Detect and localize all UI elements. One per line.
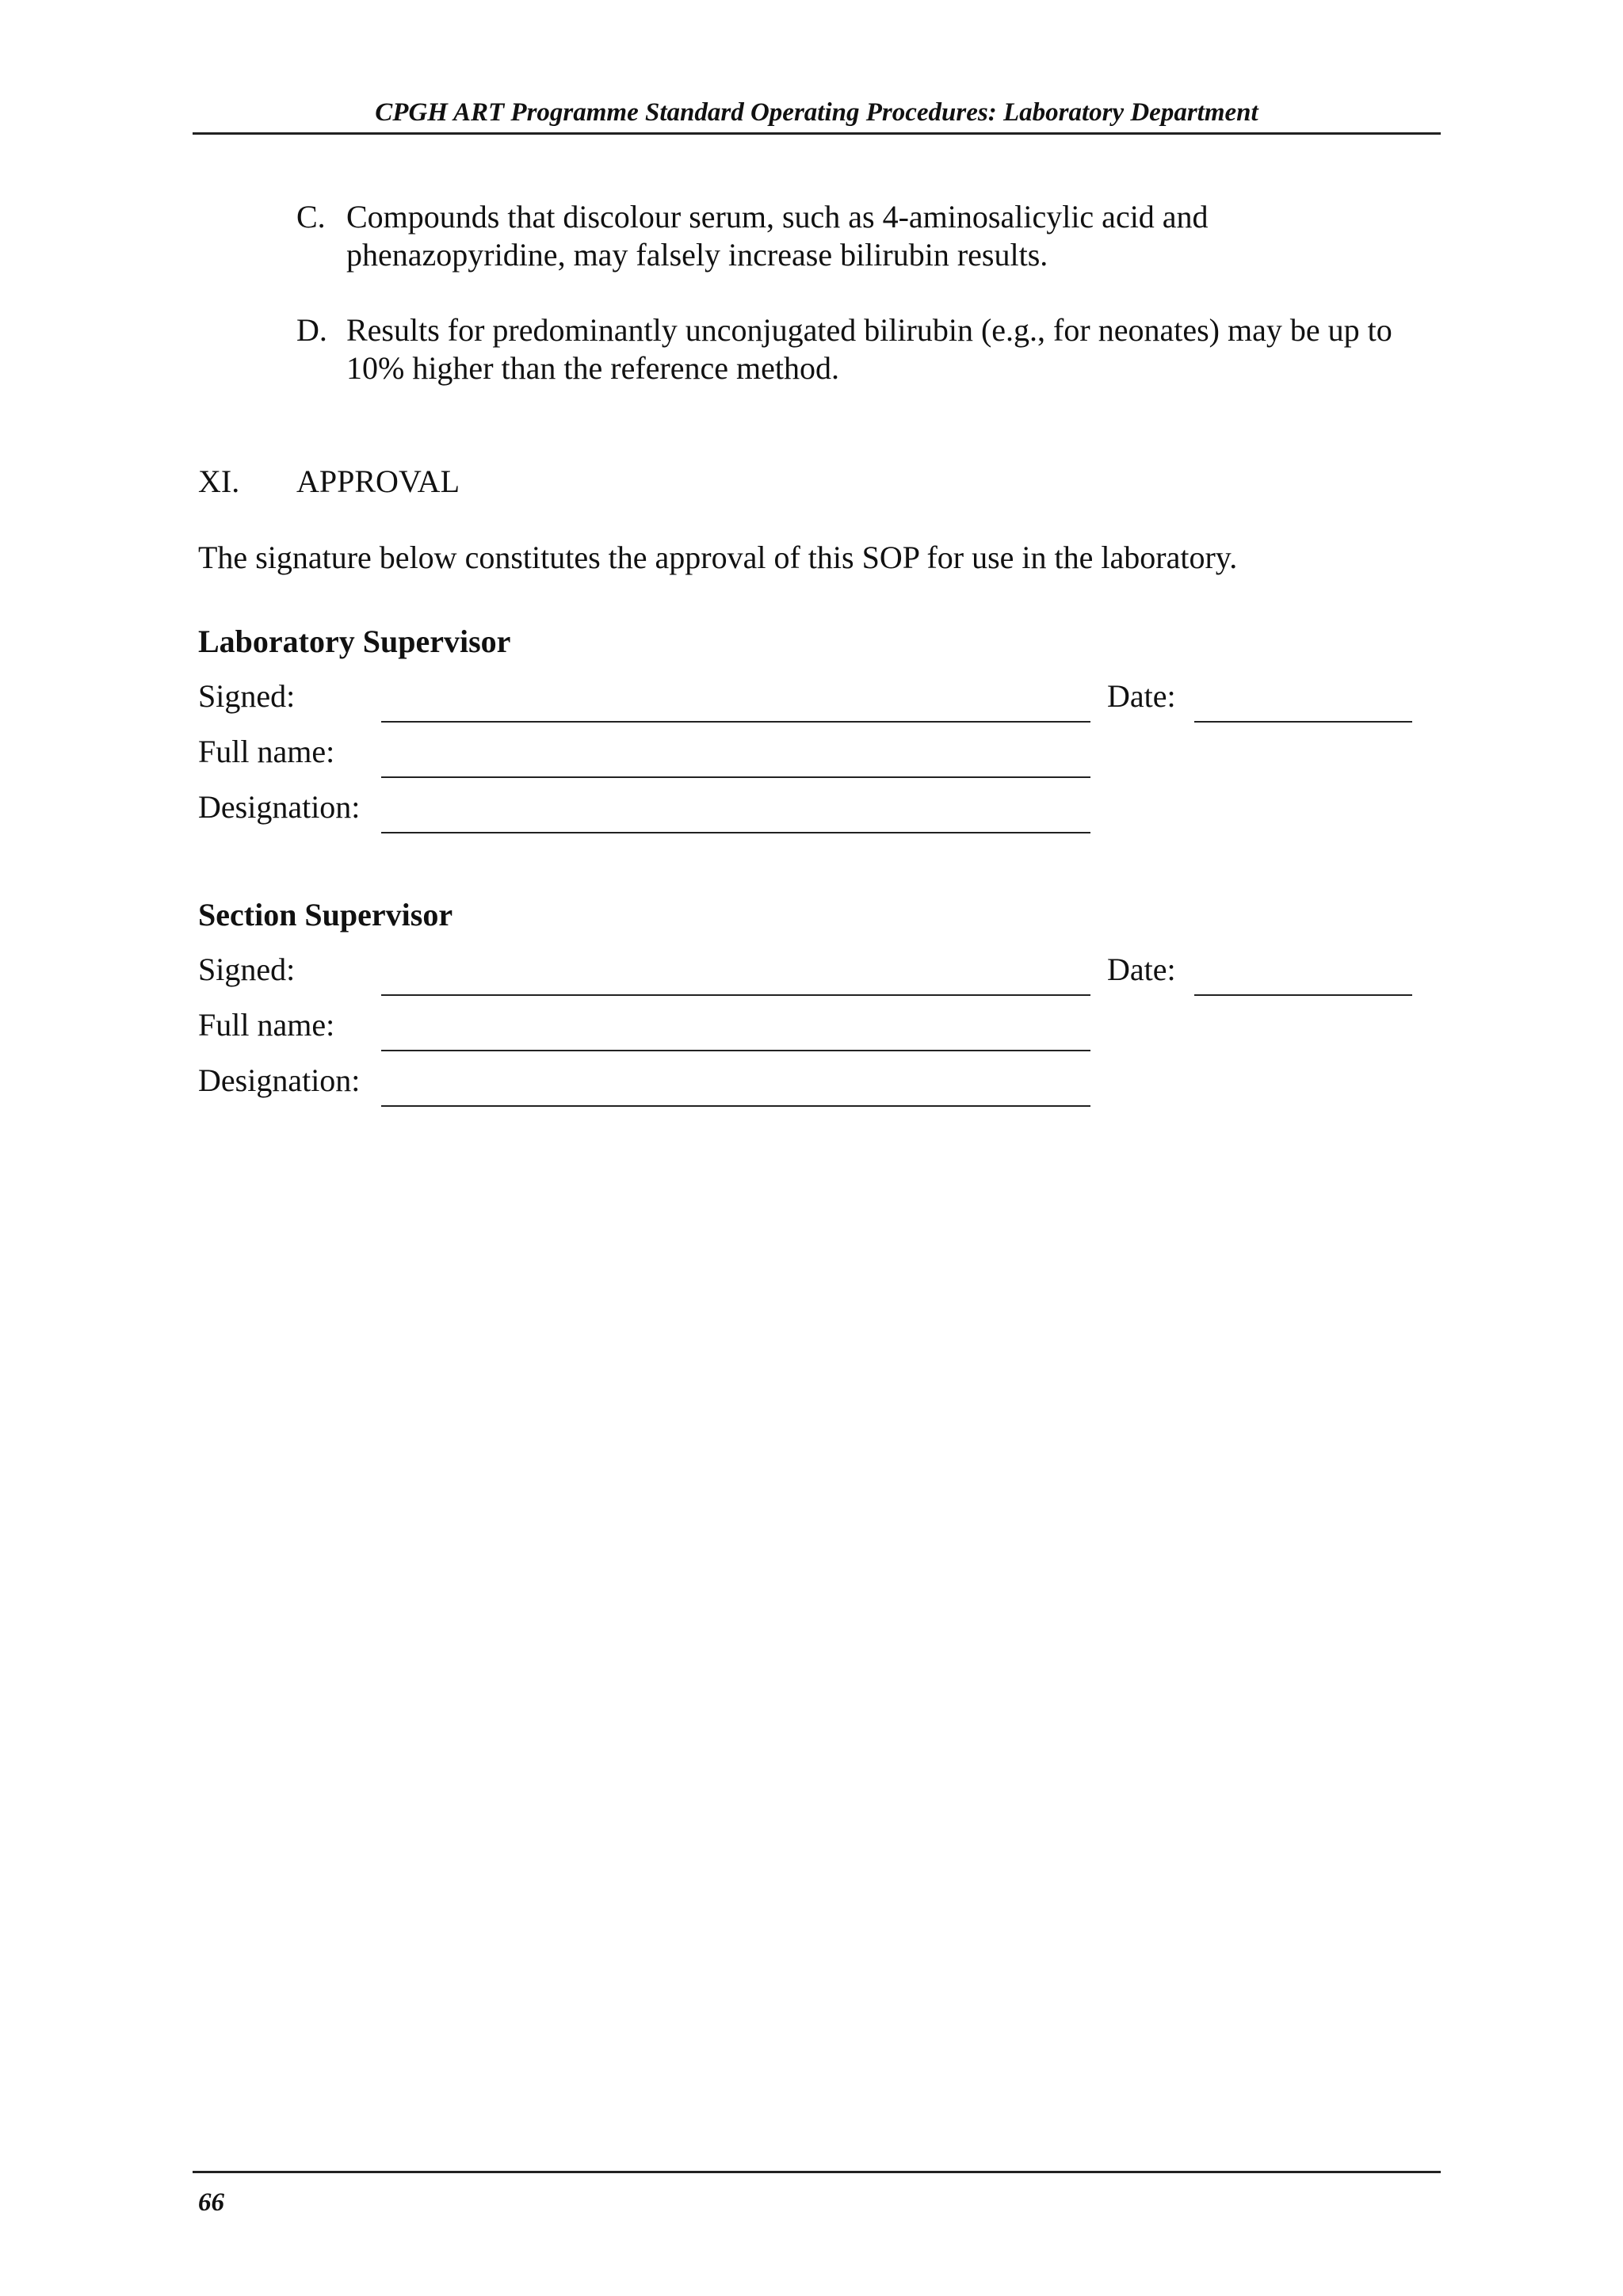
designation-line[interactable] [381, 832, 1090, 833]
full-name-line[interactable] [381, 1050, 1090, 1051]
list-item-line: Compounds that discolour serum, such as 4-aminosalicylic acid and [346, 199, 1209, 235]
page-number: 66 [198, 2188, 224, 2217]
list-item-line: 10% higher than the reference method. [346, 350, 839, 386]
full-name-label: Full name: [198, 1007, 335, 1043]
date-label: Date: [1107, 952, 1176, 987]
signed-label: Signed: [198, 678, 296, 714]
list-item-letter: C. [296, 199, 326, 235]
footer-divider [193, 2171, 1441, 2173]
signed-line[interactable] [381, 721, 1090, 723]
full-name-line[interactable] [381, 776, 1090, 778]
signature-block-heading: Section Supervisor [198, 897, 453, 933]
designation-label: Designation: [198, 789, 361, 825]
section-title: APPROVAL [296, 463, 460, 499]
header-title: CPGH ART Programme Standard Operating Procedures: Laboratory Department [375, 98, 1258, 127]
approval-statement: The signature below constitutes the approval of this SOP for use in the laboratory. [198, 540, 1238, 575]
signed-label: Signed: [198, 952, 296, 987]
full-name-label: Full name: [198, 734, 335, 769]
page-header [193, 93, 1441, 135]
date-label: Date: [1107, 678, 1176, 714]
date-line[interactable] [1194, 721, 1412, 723]
list-item-line: phenazopyridine, may falsely increase bilirubin results. [346, 237, 1048, 273]
signature-block-heading: Laboratory Supervisor [198, 624, 511, 659]
list-item-line: Results for predominantly unconjugated bilirubin (e.g., for neonates) may be up to [346, 312, 1392, 348]
list-item-letter: D. [296, 312, 327, 348]
section-number: XI. [198, 463, 240, 499]
signed-line[interactable] [381, 994, 1090, 996]
designation-line[interactable] [381, 1105, 1090, 1107]
date-line[interactable] [1194, 994, 1412, 996]
designation-label: Designation: [198, 1062, 361, 1098]
